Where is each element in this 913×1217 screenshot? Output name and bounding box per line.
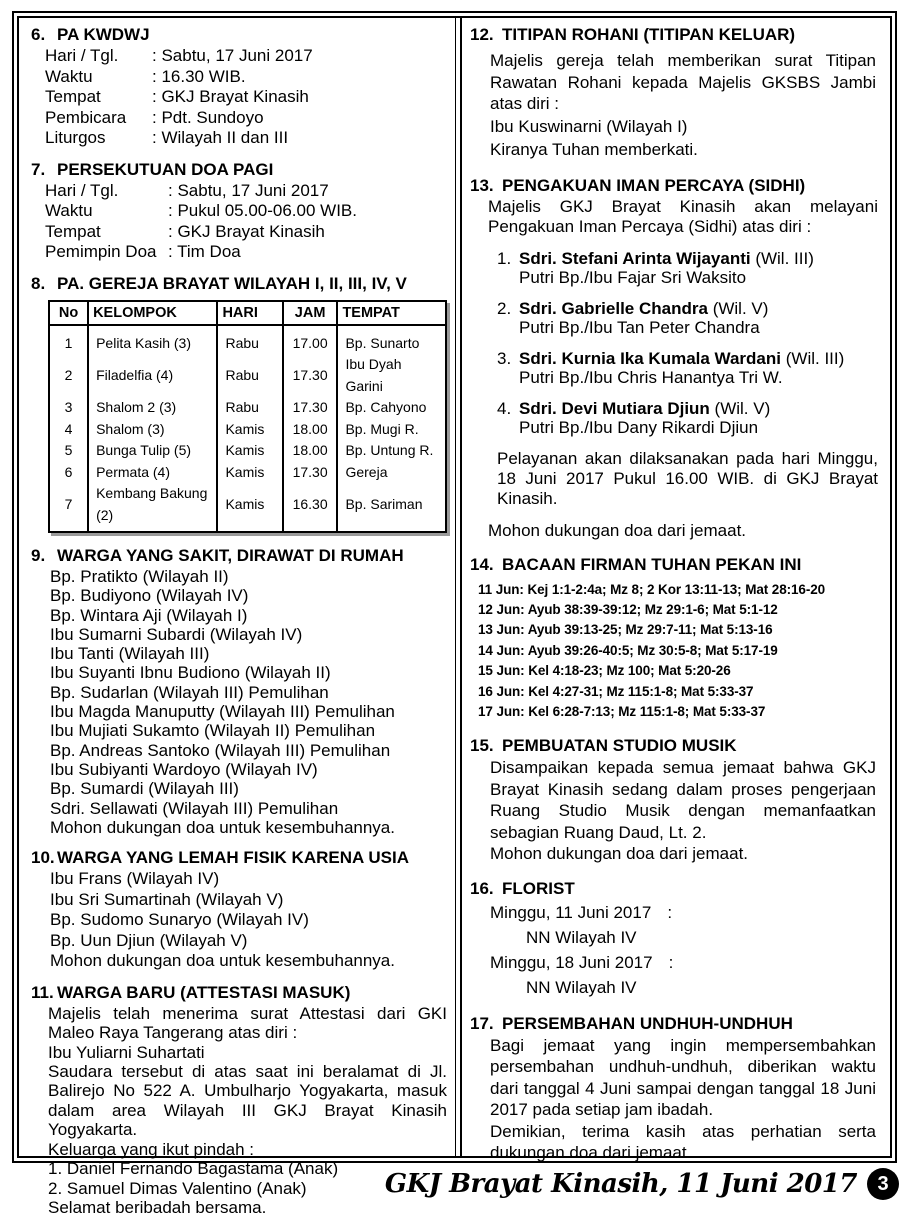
table-cell: 17.30 [283, 397, 338, 419]
info-value: : Pukul 05.00-06.00 WIB. [168, 201, 357, 220]
paragraph: Saudara tersebut di atas saat ini beralamat di Jl. Balirejo No 522 A. Umbulharjo Yogyakarta, masuk dalam area Wilayah III GKJ Brayat Kinasih Yogyakarta. [48, 1061, 447, 1140]
sidhi-item-line [497, 349, 878, 368]
list-line: Bp. Andreas Santoko (Wilayah III) Pemulihan [50, 740, 391, 760]
list-line: Ibu Subiyanti Wardoyo (Wilayah IV) [50, 759, 318, 779]
section-number: 9. [31, 546, 46, 565]
paragraph: Mohon dukungan doa dari jemaat. [490, 844, 749, 864]
item-name: Sdri. Kurnia Ika Kumala Wardani [519, 348, 781, 368]
sidhi-item [497, 399, 878, 437]
table-row [49, 440, 446, 462]
sidhi-item [497, 249, 878, 287]
item-parents: Putri Bp./Ibu Dany Rikardi Djiun [519, 417, 759, 437]
section-title: PENGAKUAN IMAN PERCAYA (SIDHI) [502, 175, 806, 195]
table-cell: 6 [64, 463, 73, 480]
list-line: Ibu Frans (Wilayah IV) [50, 869, 220, 889]
column-divider [455, 18, 462, 1156]
section-title: PERSEKUTUAN DOA PAGI [57, 159, 274, 179]
florist-colon: : [667, 902, 673, 922]
list-line: Kiranya Tuhan memberkati. [490, 139, 698, 159]
table-cell: 1 [64, 334, 73, 351]
info-row [45, 46, 447, 67]
table-head [49, 301, 446, 325]
section-13-sidhi [470, 175, 878, 541]
section-number: 17. [470, 1013, 494, 1033]
info-row [45, 108, 447, 129]
info-value: : 16.30 WIB. [152, 66, 246, 86]
table-cell: Pelita Kasih (3) [88, 325, 217, 355]
section-9-warga-sakit [31, 545, 447, 837]
table-cell: 18.00 [283, 440, 338, 462]
florist-date [490, 950, 878, 975]
item-number: 4. [497, 398, 512, 418]
table-header-row [49, 301, 446, 325]
list-line: Ibu Sumarni Subardi (Wilayah IV) [50, 624, 303, 644]
page-number-badge: 3 [867, 1168, 899, 1200]
paragraph: Mohon dukungan doa dari jemaat. [488, 520, 747, 540]
reading-line: 13 Jun: Ayub 39:13-25; Mz 29:7-11; Mat 5:13-16 [478, 622, 773, 638]
item-number: 3. [497, 348, 512, 368]
table-cell: 3 [64, 399, 73, 415]
section-number: 10. [31, 848, 55, 868]
info-label: Hari / Tgl. [45, 46, 119, 65]
table-cell: Kamis [217, 462, 282, 484]
item-number: 2. [497, 298, 512, 318]
schedule-table [48, 300, 447, 534]
section-16-florist [470, 878, 878, 1000]
section-title: PA. GEREJA BRAYAT WILAYAH I, II, III, IV, V [57, 273, 407, 293]
item-name: Sdri. Gabrielle Chandra [519, 298, 708, 318]
section-heading [31, 545, 447, 567]
table-cell: 4 [64, 420, 73, 437]
table-header-cell: TEMPAT [337, 301, 446, 325]
section-number: 16. [470, 878, 494, 898]
readings-list [470, 580, 878, 723]
list-line: Keluarga yang ikut pindah : [48, 1139, 255, 1159]
info-value: : Sabtu, 17 Juni 2017 [168, 180, 329, 200]
paragraph: Majelis gereja telah memberikan surat Titipan Rawatan Rohani kepada Majelis GKSBS Jambi atas diri : [490, 51, 876, 113]
list-line: Ibu Yuliarni Suhartati [48, 1042, 205, 1062]
section-heading [470, 1013, 878, 1035]
table-cell: 5 [64, 442, 73, 458]
section-title: WARGA BARU (ATTESTASI MASUK) [57, 982, 351, 1002]
table-row [49, 354, 446, 397]
section-number: 13. [470, 175, 494, 195]
table-cell: Bp. Sariman [337, 483, 446, 532]
info-label: Tempat [45, 221, 101, 241]
florist-value: NN Wilayah IV [526, 977, 637, 997]
table-cell: Ibu Dyah Garini [337, 354, 446, 397]
table-body [49, 325, 446, 533]
list-line: Ibu Mujiati Sukamto (Wilayah II) Pemulihan [50, 721, 376, 741]
section-heading [31, 159, 447, 181]
info-label: Tempat [45, 87, 101, 106]
sidhi-item [497, 299, 878, 337]
info-row [45, 201, 447, 222]
footer-text: GKJ Brayat Kinasih, 11 Juni 2017 [384, 1169, 857, 1199]
sidhi-item-line [497, 249, 878, 268]
section-number: 15. [470, 736, 494, 756]
list-line: Mohon dukungan doa untuk kesembuhannya. [50, 951, 395, 971]
item-region: (Wil. III) [755, 248, 814, 268]
table-cell: 16.30 [283, 483, 338, 532]
table-cell: Bunga Tulip (5) [88, 440, 217, 462]
florist-date-text: Minggu, 18 Juni 2017 [490, 952, 653, 972]
section-heading [31, 847, 447, 869]
table-cell: Permata (4) [88, 462, 217, 484]
info-row [45, 222, 447, 243]
list-line: Bp. Budiyono (Wilayah IV) [50, 586, 249, 606]
section-12-titipan-rohani [470, 24, 878, 161]
section-10-warga-lemah [31, 847, 447, 972]
reading-line: 17 Jun: Kel 6:28-7:13; Mz 115:1-8; Mat 5:33-37 [478, 703, 766, 719]
list-line: Bp. Pratikto (Wilayah II) [50, 567, 229, 586]
table-cell: Bp. Sunarto [337, 325, 446, 355]
list-line: Selamat beribadah bersama. [48, 1197, 267, 1217]
table-header-cell: JAM [283, 301, 338, 325]
table-row [49, 397, 446, 419]
table-cell: Bp. Mugi R. [337, 419, 446, 441]
table-cell: 18.00 [283, 419, 338, 441]
section-number: 12. [470, 25, 494, 44]
info-row [45, 67, 447, 88]
table-cell: Rabu [217, 354, 282, 397]
info-row [45, 128, 447, 149]
paragraph: Majelis telah menerima surat Attestasi dari GKI Maleo Raya Tangerang atas diri : [48, 1003, 447, 1043]
section-title: FLORIST [502, 878, 575, 898]
info-label: Hari / Tgl. [45, 180, 119, 200]
list-line: Mohon dukungan doa untuk kesembuhannya. [50, 817, 395, 837]
info-row [45, 87, 447, 108]
list-line: Ibu Magda Manuputty (Wilayah III) Pemulihan [50, 702, 395, 722]
footer [385, 1168, 899, 1200]
paragraph: Disampaikan kepada semua jemaat bahwa GKJ Brayat Kinasih sedang dalam proses pengerjaan Ruang Studio Musik dengan memanfaatkan sebagian Ruang Daud, Lt. 2. [490, 758, 876, 842]
section-number: 7. [31, 159, 46, 179]
list-line: Ibu Tanti (Wilayah III) [50, 644, 210, 664]
table-row [49, 483, 446, 532]
list-line: Ibu Suyanti Ibnu Budiono (Wilayah II) [50, 663, 331, 683]
list-line: Bp. Sudarlan (Wilayah III) Pemulihan [50, 682, 329, 702]
florist-date [490, 900, 878, 925]
table-cell: Shalom (3) [88, 419, 217, 441]
table-row [49, 325, 446, 355]
florist-value: NN Wilayah IV [526, 927, 637, 947]
info-value: : Sabtu, 17 Juni 2017 [152, 46, 313, 65]
section-heading [470, 24, 878, 46]
table-cell: Gereja [337, 462, 446, 484]
section-title: WARGA YANG LEMAH FISIK KARENA USIA [57, 848, 409, 868]
section-title: PA KWDWJ [57, 25, 150, 44]
florist-date-text: Minggu, 11 Juni 2017 [490, 902, 652, 922]
section-heading [470, 175, 878, 197]
item-region: (Wil. III) [785, 348, 845, 368]
section-title: BACAAN FIRMAN TUHAN PEKAN INI [502, 554, 802, 574]
info-row [45, 181, 447, 202]
section-title: WARGA YANG SAKIT, DIRAWAT DI RUMAH [57, 546, 404, 565]
sidhi-item-line [497, 399, 878, 418]
table-row [49, 419, 446, 441]
info-value: : Wilayah II dan III [152, 128, 289, 147]
section-heading [31, 24, 447, 46]
item-parents: Putri Bp./Ibu Tan Peter Chandra [519, 317, 760, 337]
info-value: : GKJ Brayat Kinasih [168, 221, 325, 241]
paragraph: Majelis GKJ Brayat Kinasih akan melayani Pengakuan Iman Percaya (Sidhi) atas diri : [488, 196, 878, 236]
reading-line: 14 Jun: Ayub 39:26-40:5; Mz 30:5-8; Mat 5:17-19 [478, 642, 778, 658]
table-cell: 17.00 [283, 325, 338, 355]
reading-line: 12 Jun: Ayub 38:39-39:12; Mz 29:1-6; Mat 5:1-12 [478, 601, 778, 617]
paragraph: Bagi jemaat yang ingin mempersembahkan persembahan undhuh-undhuh, diberikan waktu dari tanggal 4 Juni sampai dengan tanggal 18 Juni 2017 pada setiap jam ibadah. [490, 1035, 876, 1120]
table-cell: 17.30 [283, 462, 338, 484]
left-column [19, 18, 455, 1217]
section-heading [31, 982, 447, 1004]
list-line: Sdri. Sellawati (Wilayah III) Pemulihan [50, 798, 339, 818]
reading-line: 11 Jun: Kej 1:1-2:4a; Mz 8; 2 Kor 13:11-13; Mat 28:16-20 [478, 581, 826, 597]
info-value: : GKJ Brayat Kinasih [152, 87, 309, 106]
reading-line: 16 Jun: Kel 4:27-31; Mz 115:1-8; Mat 5:33-37 [478, 683, 754, 699]
item-region: (Wil. V) [712, 298, 769, 318]
item-region: (Wil. V) [714, 398, 771, 418]
section-heading [470, 878, 878, 900]
reading-line: 15 Jun: Kel 4:18-23; Mz 100; Mat 5:20-26 [478, 663, 731, 679]
section-number: 6. [31, 25, 46, 44]
section-title: PERSEMBAHAN UNDHUH-UNDHUH [502, 1013, 793, 1033]
table-cell: Kamis [217, 483, 282, 532]
info-label: Waktu [45, 201, 93, 220]
list-line: Ibu Kuswinarni (Wilayah I) [490, 116, 688, 136]
info-label: Pembicara [45, 107, 127, 127]
list-line: Bp. Wintara Aji (Wilayah I) [50, 605, 248, 625]
table-cell: Kamis [217, 419, 282, 441]
table-cell: Shalom 2 (3) [88, 397, 217, 419]
section-17-undhuh-undhuh [470, 1013, 878, 1164]
section-title: PEMBUATAN STUDIO MUSIK [502, 736, 737, 756]
table-cell: 7 [64, 495, 73, 512]
item-name: Sdri. Devi Mutiara Djiun [519, 398, 710, 418]
sidhi-item [497, 349, 878, 387]
table-cell: 17.30 [283, 354, 338, 397]
table-cell: Bp. Untung R. [337, 440, 446, 462]
item-name: Sdri. Stefani Arinta Wijayanti [519, 248, 751, 268]
section-title: TITIPAN ROHANI (TITIPAN KELUAR) [502, 25, 796, 44]
list-line: Ibu Sri Sumartinah (Wilayah V) [50, 889, 284, 909]
table-cell: Bp. Cahyono [337, 397, 446, 419]
section-6-pa-kwdwj [31, 24, 447, 149]
info-label: Pemimpin Doa [45, 242, 157, 261]
info-row [45, 242, 447, 263]
list-line: Bp. Uun Djiun (Wilayah V) [50, 930, 248, 950]
section-heading [470, 735, 878, 757]
item-parents: Putri Bp./Ibu Fajar Sri Waksito [519, 267, 747, 287]
list-line: 1. Daniel Fernando Bagastama (Anak) [48, 1159, 339, 1179]
info-value: : Pdt. Sundoyo [152, 107, 264, 127]
table-row [49, 462, 446, 484]
section-15-studio-musik [470, 735, 878, 865]
table-cell: Rabu [217, 325, 282, 355]
table-cell: Filadelfia (4) [88, 354, 217, 397]
info-label: Waktu [45, 66, 93, 86]
item-number: 1. [497, 248, 512, 268]
section-8-pa-gereja [31, 273, 447, 534]
section-number: 11. [31, 982, 54, 1002]
right-column [462, 18, 890, 1163]
list-line: Bp. Sumardi (Wilayah III) [50, 779, 239, 799]
section-number: 8. [31, 273, 46, 293]
section-7-persekutuan-doa [31, 159, 447, 263]
table-cell: Kamis [217, 440, 282, 462]
item-parents: Putri Bp./Ibu Chris Hanantya Tri W. [519, 367, 783, 387]
table-cell: Rabu [217, 397, 282, 419]
table-cell: Kembang Bakung (2) [88, 483, 217, 532]
table-header-cell: No [49, 301, 88, 325]
list-line: Bp. Sudomo Sunaryo (Wilayah IV) [50, 910, 309, 930]
sidhi-item-line [497, 299, 878, 318]
paragraph: Pelayanan akan dilaksanakan pada hari Minggu, 18 Juni 2017 Pukul 16.00 WIB. di GKJ Brayat Kinasih. [497, 448, 878, 508]
paragraph: Demikian, terima kasih atas perhatian serta dukungan doa dari jemaat. [490, 1121, 876, 1163]
florist-colon: : [668, 952, 674, 972]
list-line: 2. Samuel Dimas Valentino (Anak) [48, 1178, 307, 1198]
section-heading [31, 273, 447, 295]
table-cell: 2 [64, 366, 73, 383]
info-value: : Tim Doa [168, 242, 241, 261]
section-number: 14. [470, 554, 494, 574]
table-header-cell: HARI [217, 301, 282, 325]
section-14-bacaan-firman [470, 554, 878, 723]
table-header-cell: KELOMPOK [88, 301, 217, 325]
info-label: Liturgos [45, 128, 106, 147]
section-heading [470, 554, 878, 576]
